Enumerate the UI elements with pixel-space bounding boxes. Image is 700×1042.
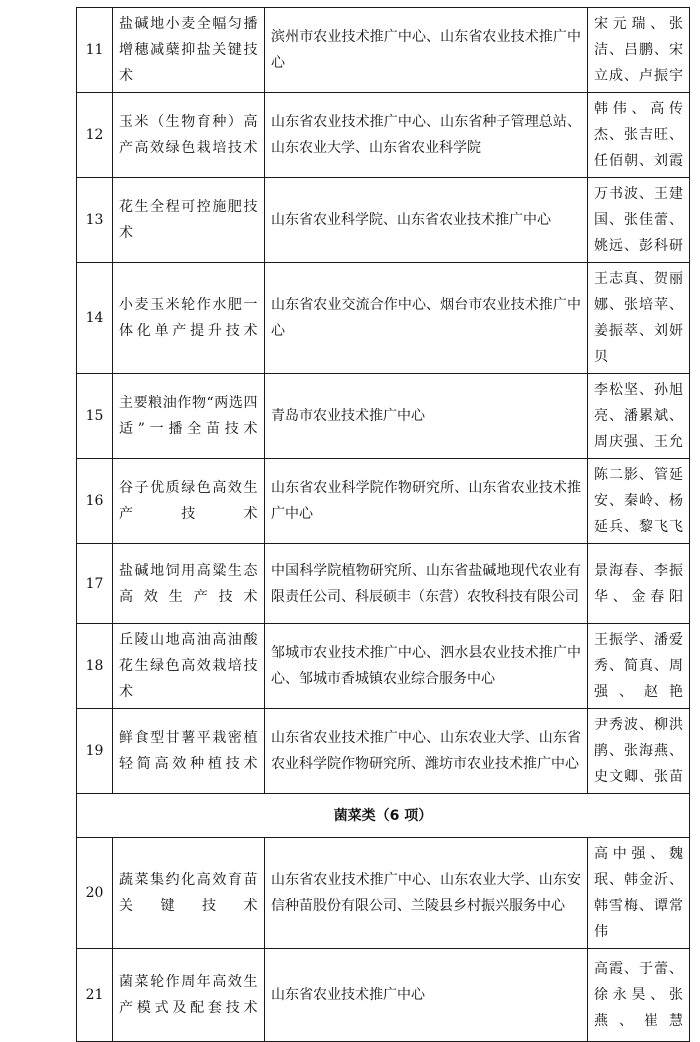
completing-units: 滨州市农业技术推广中心、山东省农业技术推广中心 bbox=[265, 8, 588, 93]
project-name: 盐碱地小麦全幅匀播增穗减蘖抑盐关键技术 bbox=[113, 8, 265, 93]
completing-units: 山东省农业科学院、山东省农业技术推广中心 bbox=[265, 178, 588, 263]
project-name: 丘陵山地高油高油酸花生绿色高效栽培技术 bbox=[113, 624, 265, 709]
project-name: 鲜食型甘薯平栽密植轻简高效种植技术 bbox=[113, 709, 265, 794]
row-number: 12 bbox=[77, 93, 113, 178]
completing-people: 王振学、潘爱秀、简真、周强、赵艳 bbox=[588, 624, 690, 709]
completing-people: 高中强、魏珉、韩金沂、韩雪梅、谭常伟 bbox=[588, 838, 690, 949]
row-number: 16 bbox=[77, 459, 113, 544]
completing-people: 韩伟、高传杰、张吉旺、任佰朝、刘霞 bbox=[588, 93, 690, 178]
category-heading: 菌菜类（6 项） bbox=[77, 794, 690, 838]
completing-units: 山东省农业技术推广中心、山东农业大学、山东省农业科学院作物研究所、潍坊市农业技术推广中心 bbox=[265, 709, 588, 794]
table-row bbox=[77, 544, 690, 624]
completing-people: 李松坚、孙旭亮、潘累斌、周庆强、王允 bbox=[588, 374, 690, 459]
row-number: 18 bbox=[77, 624, 113, 709]
project-table bbox=[76, 7, 690, 1042]
completing-people: 陈二影、管延安、秦岭、杨延兵、黎飞飞 bbox=[588, 459, 690, 544]
table-row bbox=[77, 178, 690, 263]
completing-people: 万书波、王建国、张佳蕾、姚远、彭科研 bbox=[588, 178, 690, 263]
row-number: 11 bbox=[77, 8, 113, 93]
completing-units: 山东省农业技术推广中心、山东省种子管理总站、山东农业大学、山东省农业科学院 bbox=[265, 93, 588, 178]
completing-units: 山东省农业技术推广中心 bbox=[265, 949, 588, 1042]
row-number: 19 bbox=[77, 709, 113, 794]
table-row bbox=[77, 93, 690, 178]
table-row bbox=[77, 838, 690, 949]
row-number: 21 bbox=[77, 949, 113, 1042]
project-name: 小麦玉米轮作水肥一体化单产提升技术 bbox=[113, 263, 265, 374]
row-number: 17 bbox=[77, 544, 113, 624]
table-row bbox=[77, 709, 690, 794]
table-row bbox=[77, 263, 690, 374]
row-number: 20 bbox=[77, 838, 113, 949]
project-name: 蔬菜集约化高效育苗关键技术 bbox=[113, 838, 265, 949]
completing-people: 高霞、于蕾、徐永昊、张燕、崔慧 bbox=[588, 949, 690, 1042]
table-row bbox=[77, 8, 690, 93]
project-name: 主要粮油作物“两选四适”一播全苗技术 bbox=[113, 374, 265, 459]
completing-units: 青岛市农业技术推广中心 bbox=[265, 374, 588, 459]
table-row bbox=[77, 949, 690, 1042]
row-number: 13 bbox=[77, 178, 113, 263]
completing-people: 王志真、贺丽娜、张培苹、姜振萃、刘妍贝 bbox=[588, 263, 690, 374]
row-number: 14 bbox=[77, 263, 113, 374]
project-name: 菌菜轮作周年高效生产模式及配套技术 bbox=[113, 949, 265, 1042]
project-name: 玉米（生物育种）高产高效绿色栽培技术 bbox=[113, 93, 265, 178]
completing-units: 山东省农业交流合作中心、烟台市农业技术推广中心 bbox=[265, 263, 588, 374]
row-number: 15 bbox=[77, 374, 113, 459]
completing-people: 尹秀波、柳洪鹃、张海燕、史文卿、张苗 bbox=[588, 709, 690, 794]
category-row bbox=[77, 794, 690, 838]
project-name: 谷子优质绿色高效生产技术 bbox=[113, 459, 265, 544]
table-row bbox=[77, 459, 690, 544]
project-name: 盐碱地饲用高粱生态高效生产技术 bbox=[113, 544, 265, 624]
completing-units: 中国科学院植物研究所、山东省盐碱地现代农业有限责任公司、科辰硕丰（东营）农牧科技有限公司 bbox=[265, 544, 588, 624]
table-row bbox=[77, 624, 690, 709]
completing-people: 宋元瑞、张洁、吕鹏、宋立成、卢振宇 bbox=[588, 8, 690, 93]
completing-units: 山东省农业科学院作物研究所、山东省农业技术推广中心 bbox=[265, 459, 588, 544]
completing-people: 景海春、李振华、金春阳 bbox=[588, 544, 690, 624]
table-row bbox=[77, 374, 690, 459]
completing-units: 山东省农业技术推广中心、山东农业大学、山东安信种苗股份有限公司、兰陵县乡村振兴服务中心 bbox=[265, 838, 588, 949]
completing-units: 邹城市农业技术推广中心、泗水县农业技术推广中心、邹城市香城镇农业综合服务中心 bbox=[265, 624, 588, 709]
project-name: 花生全程可控施肥技术 bbox=[113, 178, 265, 263]
